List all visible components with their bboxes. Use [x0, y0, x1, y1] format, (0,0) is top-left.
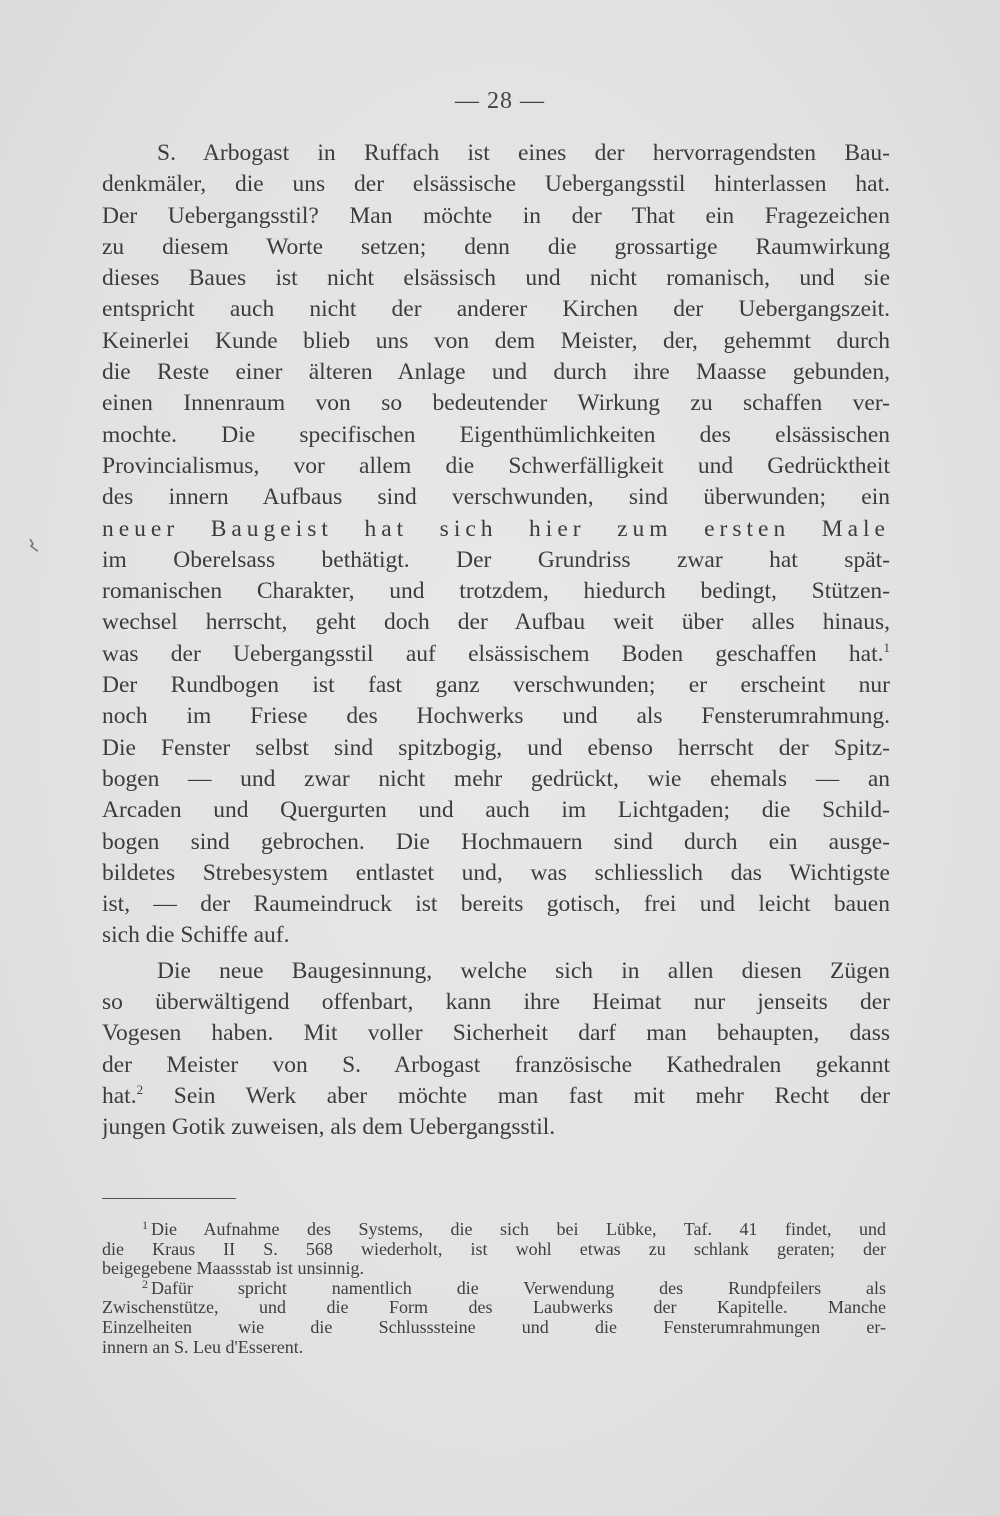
text-line-with-footnote-ref [102, 1081, 890, 1112]
text-line: so überwältigend offenbart, kann ihre Heimat nur jenseits der [102, 989, 890, 1016]
text-line: denkmäler, die uns der elsässische Uebergangsstil hinterlassen hat. [102, 171, 890, 198]
page-number: — 28 — [455, 88, 545, 114]
footnotes [102, 1220, 886, 1357]
text-line: sich die Schiffe auf. [102, 922, 290, 949]
text-line: die Reste einer älteren Anlage und durch ihre Maasse gebunden, [102, 359, 890, 386]
footnote-line: innern an S. Leu d'Esserent. [102, 1337, 304, 1357]
footnote-ref[interactable]: 2 [136, 1081, 144, 1097]
text-line-with-footnote-ref [102, 639, 890, 670]
text-line-emphasized: im Oberelsass bethätigt. Der Grundriss zwar hat spät- [102, 546, 890, 573]
text-line: entspricht auch nicht der anderer Kirchen der Uebergangszeit. [102, 296, 890, 323]
footnote-marker: 2 [142, 1278, 148, 1291]
text-line-emphasized: neuer Baugeist hat sich hier zum ersten Male [102, 515, 890, 542]
text-line: Der Rundbogen ist fast ganz verschwunden; er erscheint nur [102, 672, 890, 699]
footnote-line: Einzelheiten wie die Schlusssteine und die Fensterumrahmungen er- [102, 1317, 886, 1337]
text-line: Der Uebergangsstil? Man möchte in der That ein Fragezeichen [102, 202, 890, 229]
footnote-separator [102, 1198, 236, 1199]
text-line: bogen sind gebrochen. Die Hochmauern sind durch ein ausge- [102, 828, 890, 855]
text-line: noch im Friese des Hochwerks und als Fensterumrahmung. [102, 703, 890, 730]
text-line: Die Fenster selbst sind spitzbogig, und ebenso herrscht der Spitz- [102, 734, 890, 761]
text-line: des innern Aufbaus sind verschwunden, sind überwunden; ein [102, 484, 890, 511]
footnote-ref[interactable]: 1 [883, 639, 890, 655]
text-line: romanischen Charakter, und trotzdem, hiedurch bedingt, Stützen- [102, 578, 890, 605]
text-line: bogen — und zwar nicht mehr gedrückt, wie ehemals — an [102, 765, 890, 792]
text-line: dieses Baues ist nicht elsässisch und nicht romanisch, und sie [102, 265, 890, 292]
text-line: zu diesem Worte setzen; denn die grossartige Raumwirkung [102, 233, 890, 260]
text-line: einen Innenraum von so bedeutender Wirkung zu schaffen ver- [102, 390, 890, 417]
text-line: bildetes Strebesystem entlastet und, was schliesslich das Wichtigste [102, 859, 890, 886]
text-line: S. Arbogast in Ruffach ist eines der hervorragendsten Bau- [157, 140, 890, 166]
text-line: ist, — der Raumeindruck ist bereits gotisch, frei und leicht bauen [102, 891, 890, 918]
text-fragment: hat. [102, 1082, 137, 1109]
text-line: mochte. Die specifischen Eigenthümlichkeiten des elsässischen [102, 421, 890, 448]
text-line: jungen Gotik zuweisen, als dem Uebergangsstil. [102, 1114, 556, 1141]
text-line: Keinerlei Kunde blieb uns von dem Meister, der, gehemmt durch [102, 327, 890, 354]
text-line: wechsel herrscht, geht doch der Aufbau weit über alles hinaus, [102, 609, 890, 636]
text-fragment: was der Uebergangsstil auf elsässischem Boden geschaffen hat. [102, 640, 884, 667]
text-line: Arcaden und Quergurten und auch im Lichtgaden; die Schild- [102, 797, 890, 824]
footnote-line: Zwischenstütze, und die Form des Laubwerks der Kapitelle. Manche [102, 1298, 886, 1318]
footnote-line [102, 1279, 886, 1299]
body-text [102, 138, 890, 1144]
text-line: Provincialismus, vor allem die Schwerfälligkeit und Gedrücktheit [102, 452, 890, 479]
footnote-text: Die Aufnahme des Systems, die sich bei Lübke, Taf. 41 findet, und [151, 1220, 886, 1239]
footnote-line: die Kraus II S. 568 wiederholt, ist wohl etwas zu schlank geraten; der [102, 1239, 886, 1259]
footnote-line [102, 1220, 886, 1240]
footnote-marker: 1 [142, 1220, 148, 1232]
footnote-line: beigegebene Maassstab ist unsinnig. [102, 1259, 364, 1279]
text-line: der Meister von S. Arbogast französische Kathedralen gekannt [102, 1051, 890, 1078]
text-line: Vogesen haben. Mit voller Sicherheit darf man behaupten, dass [102, 1020, 890, 1047]
text-line: Die neue Baugesinnung, welche sich in allen diesen Zügen [157, 957, 890, 984]
footnote-text: Dafür spricht namentlich die Verwendung des Rundpfeilers als [151, 1278, 886, 1298]
margin-ink-mark [28, 537, 40, 551]
text-fragment: Sein Werk aber möchte man fast mit mehr Recht der [143, 1082, 890, 1109]
